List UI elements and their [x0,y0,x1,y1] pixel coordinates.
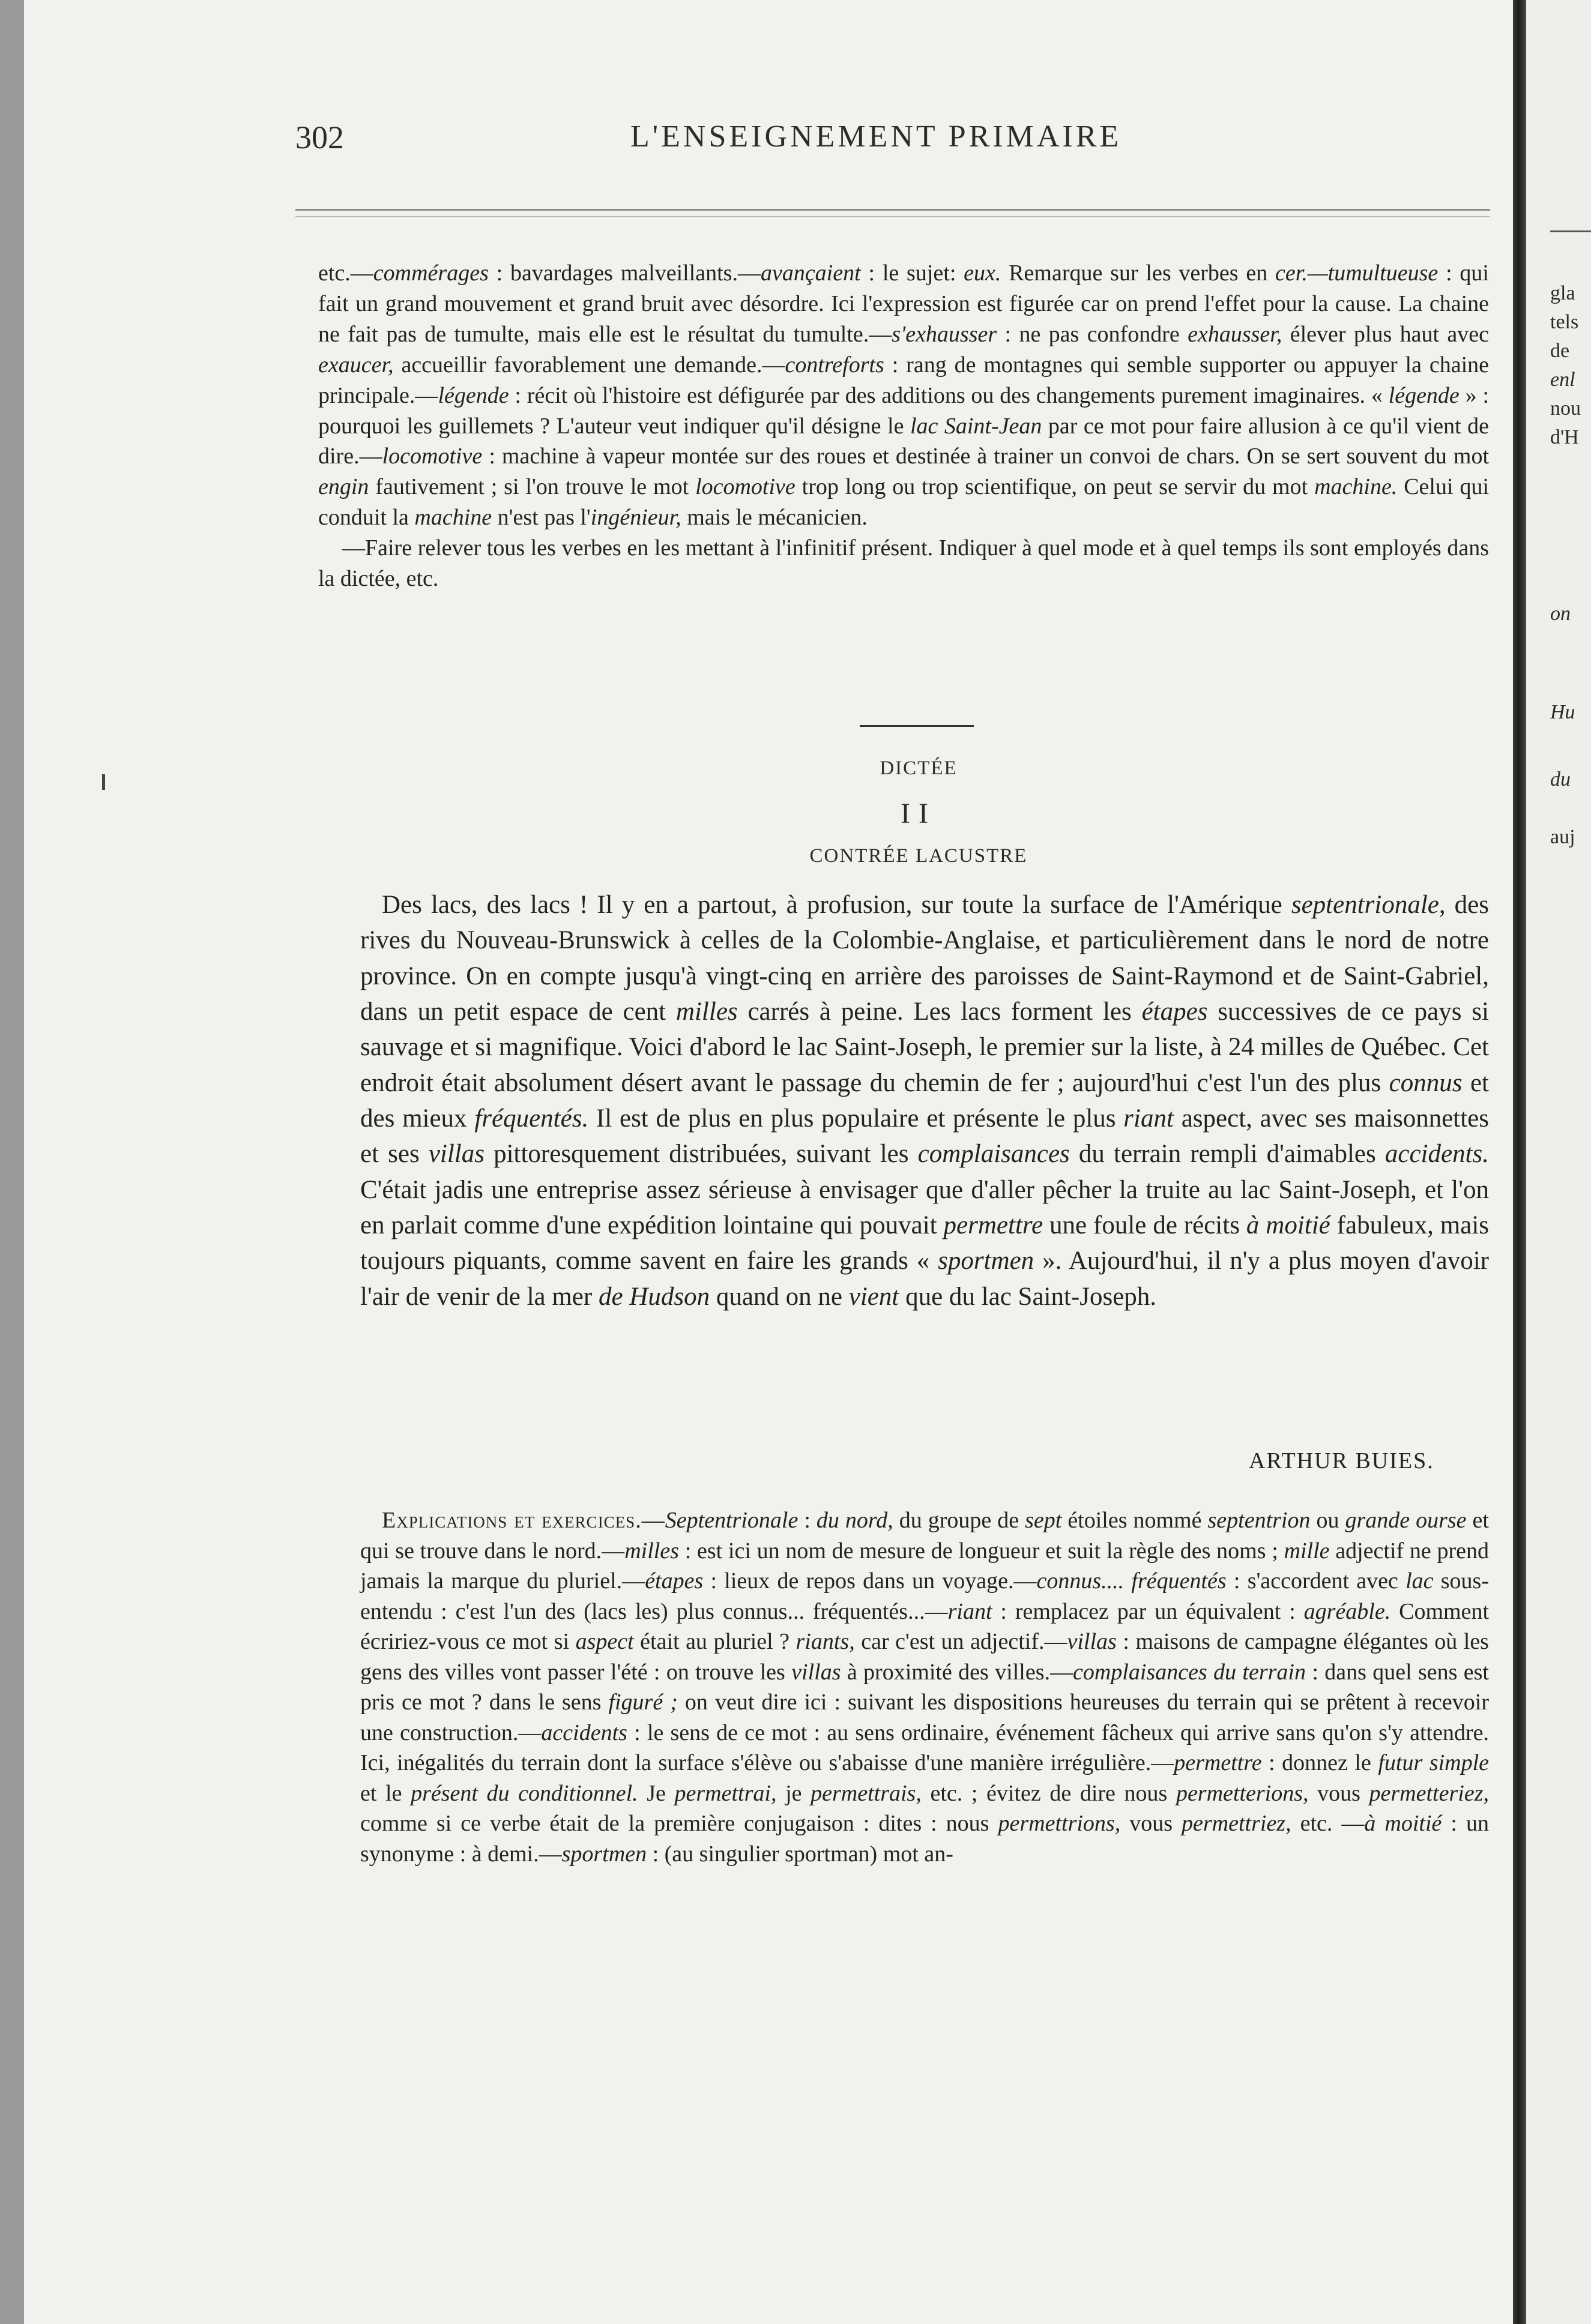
text-run: ». Aujourd'hui, il n'y a plus moyen d'avoir l'air de venir de la mer [360,1247,1489,1311]
text-run: étoiles nommé [1061,1508,1208,1533]
italic-term: agréable. [1303,1598,1391,1624]
italic-term: milles [624,1538,679,1564]
adjacent-header-rule [1550,230,1591,232]
text-run: du terrain rempli d'aimables [1069,1140,1385,1169]
text-run: n'est pas l' [492,505,591,531]
italic-term: étapes [1141,997,1208,1026]
text-run: une foule de récits [1043,1211,1246,1239]
italic-term: étapes [645,1568,704,1594]
italic-term: aspect [575,1629,634,1655]
adjacent-page-edge [1526,0,1591,2324]
italic-term: permettre [1174,1750,1262,1776]
text-run: : rang de montagnes qui semble supporter ou appuyer la chaine principale.— [318,352,1489,408]
section-label: DICTÉE [880,757,958,779]
adjacent-fragment: de [1550,340,1570,362]
text-run: carrés à peine. Les lacs forment les [737,997,1142,1026]
italic-term: contreforts [785,352,884,378]
author-signature: ARTHUR BUIES. [1249,1448,1434,1474]
adjacent-fragment: du [1550,768,1571,790]
italic-term: commérages [373,260,489,286]
italic-term: engin [318,474,369,500]
text-run: et le [360,1780,411,1806]
italic-term: permettrais, [811,1780,922,1806]
italic-term: permettrions, [998,1811,1121,1837]
text-run: aspect, avec ses maisonnettes et ses [360,1104,1489,1169]
dictation-text [360,887,1489,1314]
adjacent-fragment: tels [1550,311,1579,333]
text-run: adjectif ne prend jamais la marque du pluriel.— [360,1538,1490,1594]
text-run: car c'est un adjectif.— [854,1629,1067,1655]
italic-term: eux. [964,260,1001,286]
adjacent-fragment: auj [1550,826,1575,848]
text-run: Des lacs, des lacs ! Il y en a partout, à profusion, sur toute la surface de l'Amérique [382,891,1291,919]
adjacent-fragment: gla [1550,282,1575,304]
text-run: que du lac Saint-Joseph. [899,1282,1157,1311]
italic-term: connus [1389,1068,1463,1097]
italic-term: villas [1067,1629,1117,1655]
running-head [24,119,1513,161]
text-run: Il est de plus en plus populaire et présente le plus [588,1104,1124,1133]
text-run: : maisons de campagne élégantes où les gens des villes vont passer l'été : on trouve les [360,1629,1489,1685]
section-title: CONTRÉE LACUSTRE [809,845,1028,867]
italic-term: locomotive [382,444,483,469]
italic-term: riant [947,1598,992,1624]
explications-paragraph [360,1505,1489,1869]
italic-term: s'exhausser [892,321,997,347]
text-run: sous-entendu : c'est l'un des (lacs les) plus connus... fréquentés...— [360,1568,1489,1624]
page-number: 302 [295,119,344,155]
italic-term: figuré ; [608,1690,678,1715]
adjacent-fragment: Hu [1550,701,1575,723]
text-run: : [798,1508,817,1533]
text-run: fautivement ; si l'on trouve le mot [369,474,696,500]
italic-term: permetterions, [1176,1780,1309,1806]
scan-left-edge [0,0,24,2324]
italic-term: du nord, [816,1508,893,1533]
italic-term: connus.... fréquentés [1036,1568,1227,1594]
text-run: fabuleux, mais toujours piquants, comme savent en faire les grands « [360,1211,1489,1275]
italic-term: cer.—tumultueuse [1275,260,1439,286]
text-run: Je [638,1780,675,1806]
italic-term: vient [848,1282,899,1311]
italic-term: de Hudson [598,1282,710,1311]
section-number: II [901,798,937,829]
italic-term: Septentrionale [665,1508,799,1533]
italic-term: permettre [943,1211,1043,1239]
text-run: etc. ; évitez de dire nous [921,1780,1176,1806]
italic-term: légende [438,382,509,408]
text-run: : ne pas confondre [997,321,1188,347]
italic-term: à moitié [1246,1211,1330,1239]
italic-term: accidents. [1384,1140,1489,1169]
italic-term: lac Saint-Jean [910,413,1042,439]
text-run: Remarque sur les verbes en [1001,260,1276,286]
text-run: » : pourquoi les guillemets ? L'auteur veut indiquer qu'il désigne le [318,382,1489,439]
commentary-block [318,258,1489,594]
italic-term: lac [1405,1568,1434,1594]
text-run: Comment écririez-vous ce mot si [360,1598,1489,1655]
text-run: : un synonyme : à demi.— [360,1811,1489,1867]
explications-block [360,1505,1489,1869]
text-run: : bavardages malveillants.— [488,260,761,286]
text-run: C'était jadis une entreprise assez sérieuse à envisager que d'aller pêcher la truite au lac Saint-Joseph, et l'on en parlait comme d'une expédition lointaine qui pouvait [360,1175,1489,1239]
text-run: je [776,1780,811,1806]
italic-term: milles [675,997,738,1026]
text-run: vous [1120,1811,1182,1837]
text-run: pittoresquement distribuées, suivant les [484,1140,918,1169]
italic-term: machine. [1314,474,1398,500]
commentary-paragraph [318,258,1489,533]
italic-term: complaisances [917,1140,1070,1169]
italic-term: permettrai, [674,1780,777,1806]
page-header-title: L'ENSEIGNEMENT PRIMAIRE [630,119,1122,154]
text-run: etc.— [318,260,373,286]
italic-term: villas [428,1140,485,1169]
text-run: on veut dire ici : suivant les dispositions heureuses du terrain qui se prêtent à recevoir une construction.— [360,1690,1489,1745]
text-run: quand on ne [710,1282,849,1311]
italic-term: ingénieur, [590,505,681,531]
text-run: Celui qui conduit la [318,474,1489,531]
text-run: trop long ou trop scientifique, on peut se servir du mot [795,474,1315,500]
text-run: et qui se trouve dans le nord.— [360,1508,1489,1564]
italic-term: septentrion [1207,1508,1311,1533]
italic-term: riant [1123,1104,1174,1133]
italic-term: mille [1284,1538,1330,1564]
commentary-exercise-paragraph: —Faire relever tous les verbes en les mettant à l'infinitif présent. Indiquer à quel mode et à quel temps ils sont employés dans la dictée, etc. [318,535,1489,592]
italic-term: fréquentés. [474,1104,589,1133]
adjacent-fragment: enl [1550,369,1575,391]
adjacent-fragment: nou [1550,397,1581,420]
text-run: : machine à vapeur montée sur des roues et destinée à trainer un convoi de chars. On se sert souvent du mot [482,444,1489,469]
header-rule [295,209,1490,211]
italic-term: exaucer, [318,352,394,378]
italic-term: grande ourse [1345,1508,1467,1533]
italic-term: riants, [796,1629,855,1655]
text-run: : le sens de ce mot : au sens ordinaire, événement fâcheux qui arrive sans qu'on s'y attendre. Ici, inégalités du terrain dont la surface s'élève ou s'abaisse d'une manière irrégulière.— [360,1720,1489,1776]
text-run: : lieux de repos dans un voyage.— [703,1568,1037,1594]
italic-term: à moitié [1364,1811,1442,1837]
text-run: : remplacez par un équivalent : [992,1598,1304,1624]
dictation-paragraph [360,887,1489,1314]
header-rule-secondary [295,216,1490,217]
adjacent-fragment: on [1550,603,1571,625]
adjacent-fragment: d'H [1550,426,1579,448]
italic-term: accidents [541,1720,627,1745]
text-run: accueillir favorablement une demande.— [393,352,785,378]
text-run: comme si ce verbe était de la première conjugaison : dites : nous [360,1811,998,1837]
text-run: : est ici un nom de mesure de longueur et suit la règle des noms ; [678,1538,1284,1564]
italic-term: septentrionale, [1291,891,1446,919]
italic-term: exhausser, [1188,321,1282,347]
text-run: : s'accordent avec [1226,1568,1406,1594]
italic-term: complaisances du terrain [1072,1659,1306,1685]
text-run: du groupe de [893,1508,1025,1533]
text-run: et des mieux [360,1068,1489,1133]
section-heading-run: Explications et exercices.— [382,1508,665,1533]
book-page [24,0,1513,2324]
text-run: ou [1310,1508,1345,1533]
text-run: : récit où l'histoire est défigurée par des additions ou des changements purement imaginaires. « [509,382,1389,408]
italic-term: permetteriez, [1369,1780,1489,1806]
text-run: mais le mécanicien. [681,505,868,531]
italic-term: machine [414,505,492,531]
text-run: : donnez le [1261,1750,1378,1776]
text-run: à proximité des villes.— [841,1659,1073,1685]
text-run: était au pluriel ? [633,1629,796,1655]
text-run: des rives du Nouveau-Brunswick à celles de la Colombie-Anglaise, et particulièrement dans le nord de notre province. On en compte jusqu'à vingt-cinq en arrière des paroisses de Saint-Raymond et de Saint-Gabriel, dans un petit espace de cent [360,891,1490,1026]
text-run: : dans quel sens est pris ce mot ? dans le sens [360,1659,1489,1715]
italic-term: locomotive [695,474,796,500]
italic-term: permettriez, [1182,1811,1291,1837]
italic-term: futur simple [1378,1750,1489,1776]
italic-term: sept [1025,1508,1062,1533]
text-run: : qui fait un grand mouvement et grand bruit avec désordre. Ici l'expression est figurée car on prend l'effet pour la cause. La chaine ne fait pas de tumulte, mais elle est le résultat du tumulte.— [318,260,1489,347]
section-divider [860,725,974,727]
text-run: etc. — [1291,1811,1365,1837]
text-run: : le sujet: [860,260,964,286]
text-run: par ce mot pour faire allusion à ce qu'il vient de dire.— [318,413,1490,469]
italic-term: légende [1388,382,1460,408]
italic-term: présent du conditionnel. [411,1780,638,1806]
italic-term: sportmen [561,1841,647,1867]
text-run: : (au singulier sportman) mot an- [647,1841,953,1867]
text-run: vous [1308,1780,1369,1806]
text-run: élever plus haut avec [1282,321,1489,347]
book-gutter [1513,0,1526,2324]
italic-term: villas [791,1659,841,1685]
italic-term: sportmen [938,1247,1034,1275]
italic-term: avançaient [760,260,861,286]
text-run: successives de ce pays si sauvage et si magnifique. Voici d'abord le lac Saint-Joseph, le premier sur la liste, à 24 milles de Québec. Cet endroit était absolument désert avant le passage du chemin de fer ; aujourd'hui c'est l'un des plus [360,997,1489,1097]
